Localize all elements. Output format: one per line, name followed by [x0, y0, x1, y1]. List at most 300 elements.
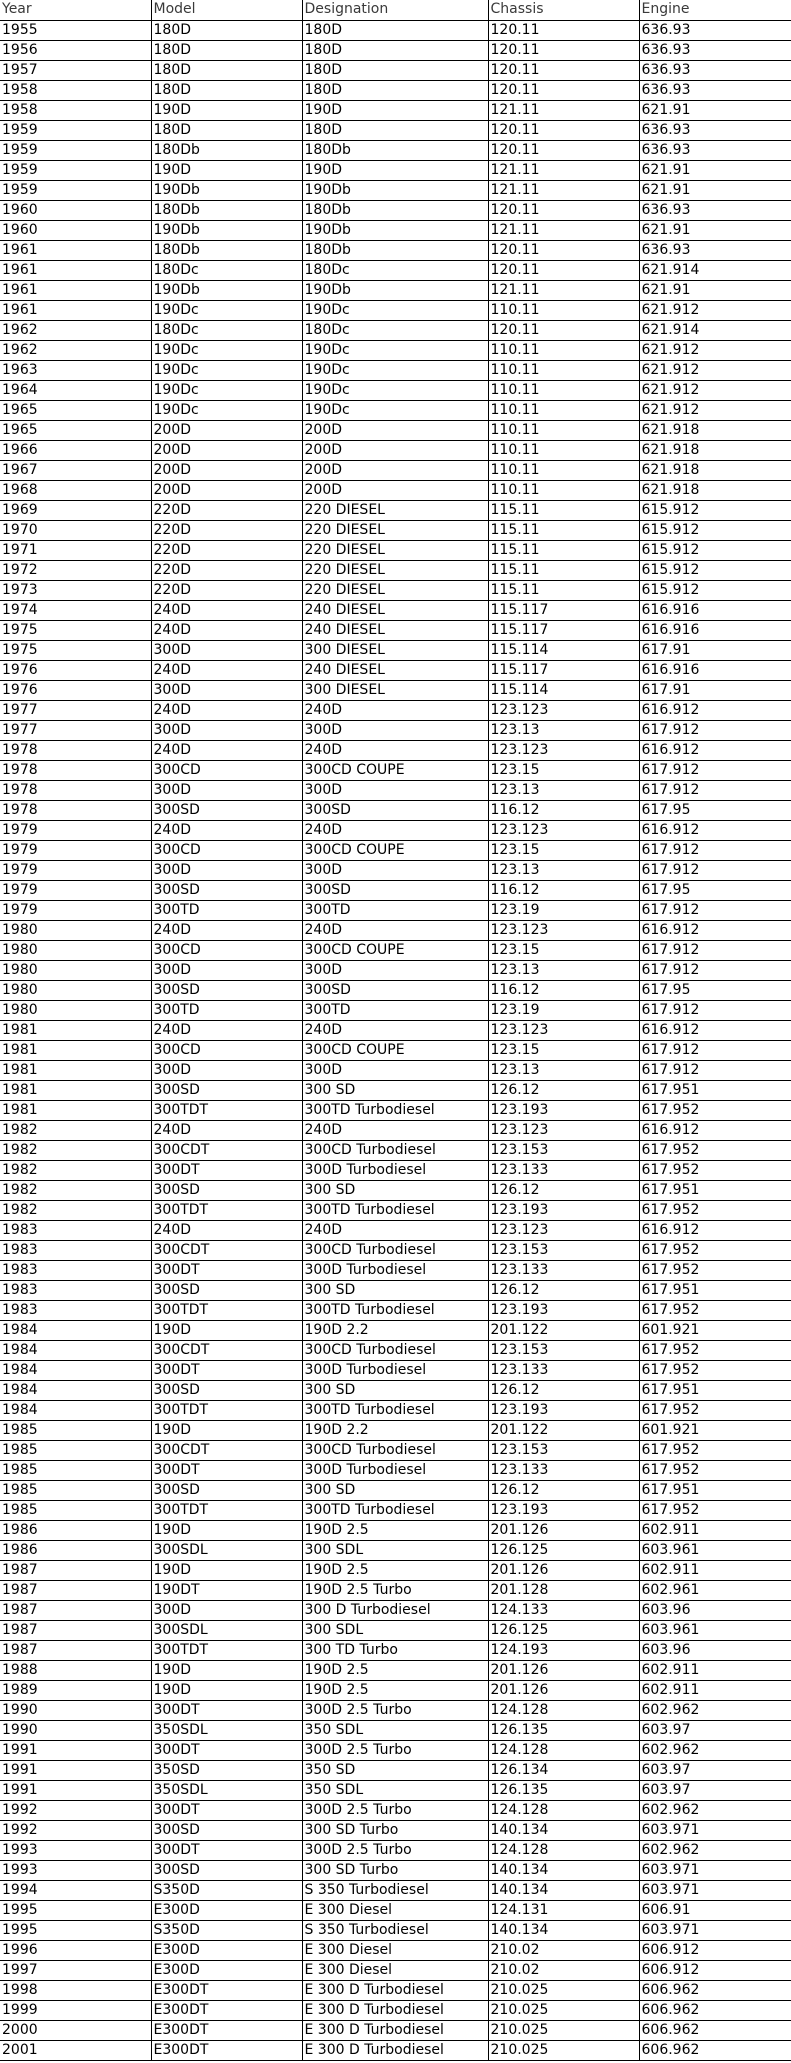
- cell-model[interactable]: 190D: [151, 1680, 302, 1700]
- cell-year[interactable]: 1987: [0, 1600, 151, 1620]
- cell-chassis[interactable]: 120.11: [488, 140, 639, 160]
- cell-year[interactable]: 1983: [0, 1240, 151, 1260]
- cell-year[interactable]: 1980: [0, 980, 151, 1000]
- cell-year[interactable]: 1986: [0, 1540, 151, 1560]
- cell-year[interactable]: 1975: [0, 640, 151, 660]
- cell-engine[interactable]: 617.951: [639, 1180, 791, 1200]
- cell-model[interactable]: 190Db: [151, 220, 302, 240]
- cell-year[interactable]: 1982: [0, 1160, 151, 1180]
- cell-year[interactable]: 1974: [0, 600, 151, 620]
- cell-engine[interactable]: 616.912: [639, 1120, 791, 1140]
- cell-year[interactable]: 1961: [0, 280, 151, 300]
- cell-designation[interactable]: 190Db: [302, 280, 488, 300]
- cell-model[interactable]: 190DT: [151, 1580, 302, 1600]
- cell-designation[interactable]: 300CD COUPE: [302, 760, 488, 780]
- cell-chassis[interactable]: 110.11: [488, 460, 639, 480]
- cell-engine[interactable]: 636.93: [639, 80, 791, 100]
- cell-designation[interactable]: 300CD COUPE: [302, 1040, 488, 1060]
- cell-chassis[interactable]: 110.11: [488, 340, 639, 360]
- cell-designation[interactable]: 180D: [302, 60, 488, 80]
- cell-year[interactable]: 1981: [0, 1020, 151, 1040]
- cell-designation[interactable]: 240D: [302, 740, 488, 760]
- cell-engine[interactable]: 606.962: [639, 2020, 791, 2040]
- cell-model[interactable]: 190Db: [151, 180, 302, 200]
- cell-year[interactable]: 1987: [0, 1580, 151, 1600]
- cell-chassis[interactable]: 123.193: [488, 1400, 639, 1420]
- cell-year[interactable]: 1992: [0, 1800, 151, 1820]
- cell-designation[interactable]: 300SD: [302, 800, 488, 820]
- cell-model[interactable]: 300DT: [151, 1360, 302, 1380]
- cell-engine[interactable]: 617.912: [639, 1040, 791, 1060]
- cell-year[interactable]: 1965: [0, 420, 151, 440]
- cell-chassis[interactable]: 123.123: [488, 820, 639, 840]
- cell-chassis[interactable]: 110.11: [488, 480, 639, 500]
- cell-chassis[interactable]: 124.128: [488, 1740, 639, 1760]
- cell-designation[interactable]: 300D: [302, 780, 488, 800]
- cell-designation[interactable]: 300TD: [302, 1000, 488, 1020]
- cell-designation[interactable]: 240 DIESEL: [302, 600, 488, 620]
- cell-year[interactable]: 1978: [0, 800, 151, 820]
- cell-model[interactable]: 300DT: [151, 1460, 302, 1480]
- cell-model[interactable]: 190D: [151, 160, 302, 180]
- cell-chassis[interactable]: 124.193: [488, 1640, 639, 1660]
- cell-chassis[interactable]: 140.134: [488, 1880, 639, 1900]
- cell-model[interactable]: S350D: [151, 1920, 302, 1940]
- cell-chassis[interactable]: 121.11: [488, 100, 639, 120]
- cell-year[interactable]: 1956: [0, 40, 151, 60]
- cell-model[interactable]: 300DT: [151, 1840, 302, 1860]
- cell-year[interactable]: 1976: [0, 680, 151, 700]
- cell-designation[interactable]: 300SD: [302, 880, 488, 900]
- cell-designation[interactable]: 190D 2.5: [302, 1660, 488, 1680]
- cell-year[interactable]: 1968: [0, 480, 151, 500]
- cell-engine[interactable]: 606.962: [639, 1980, 791, 2000]
- cell-chassis[interactable]: 123.13: [488, 860, 639, 880]
- cell-year[interactable]: 1985: [0, 1480, 151, 1500]
- cell-chassis[interactable]: 116.12: [488, 880, 639, 900]
- cell-model[interactable]: 300TD: [151, 1000, 302, 1020]
- cell-engine[interactable]: 636.93: [639, 200, 791, 220]
- cell-chassis[interactable]: 120.11: [488, 320, 639, 340]
- cell-designation[interactable]: 350 SDL: [302, 1720, 488, 1740]
- cell-chassis[interactable]: 124.128: [488, 1700, 639, 1720]
- cell-engine[interactable]: 617.952: [639, 1200, 791, 1220]
- cell-year[interactable]: 1987: [0, 1640, 151, 1660]
- cell-year[interactable]: 1980: [0, 960, 151, 980]
- cell-model[interactable]: 300D: [151, 960, 302, 980]
- cell-engine[interactable]: 615.912: [639, 580, 791, 600]
- cell-year[interactable]: 1966: [0, 440, 151, 460]
- cell-year[interactable]: 1987: [0, 1560, 151, 1580]
- cell-designation[interactable]: 220 DIESEL: [302, 560, 488, 580]
- cell-engine[interactable]: 617.95: [639, 980, 791, 1000]
- cell-engine[interactable]: 617.912: [639, 840, 791, 860]
- cell-designation[interactable]: 300D 2.5 Turbo: [302, 1700, 488, 1720]
- cell-designation[interactable]: 300 TD Turbo: [302, 1640, 488, 1660]
- cell-chassis[interactable]: 124.133: [488, 1600, 639, 1620]
- cell-designation[interactable]: 190Dc: [302, 380, 488, 400]
- cell-model[interactable]: 300TDT: [151, 1200, 302, 1220]
- cell-chassis[interactable]: 115.117: [488, 600, 639, 620]
- cell-chassis[interactable]: 123.133: [488, 1160, 639, 1180]
- cell-model[interactable]: 300TD: [151, 900, 302, 920]
- cell-year[interactable]: 1970: [0, 520, 151, 540]
- cell-model[interactable]: 240D: [151, 600, 302, 620]
- cell-model[interactable]: E300DT: [151, 1980, 302, 2000]
- cell-year[interactable]: 1961: [0, 260, 151, 280]
- cell-year[interactable]: 1969: [0, 500, 151, 520]
- cell-year[interactable]: 1982: [0, 1120, 151, 1140]
- cell-designation[interactable]: 240D: [302, 700, 488, 720]
- cell-engine[interactable]: 603.96: [639, 1600, 791, 1620]
- cell-model[interactable]: 220D: [151, 520, 302, 540]
- cell-year[interactable]: 1985: [0, 1500, 151, 1520]
- cell-designation[interactable]: 300 SD: [302, 1380, 488, 1400]
- cell-year[interactable]: 1958: [0, 80, 151, 100]
- cell-designation[interactable]: E 300 D Turbodiesel: [302, 2040, 488, 2060]
- cell-engine[interactable]: 616.912: [639, 700, 791, 720]
- cell-engine[interactable]: 616.912: [639, 740, 791, 760]
- cell-model[interactable]: 300D: [151, 1060, 302, 1080]
- cell-model[interactable]: E300DT: [151, 2040, 302, 2060]
- cell-model[interactable]: 190D: [151, 1560, 302, 1580]
- cell-designation[interactable]: S 350 Turbodiesel: [302, 1920, 488, 1940]
- cell-year[interactable]: 1971: [0, 540, 151, 560]
- cell-chassis[interactable]: 115.11: [488, 540, 639, 560]
- cell-year[interactable]: 1961: [0, 300, 151, 320]
- cell-model[interactable]: 300SD: [151, 1820, 302, 1840]
- cell-designation[interactable]: E 300 Diesel: [302, 1960, 488, 1980]
- cell-model[interactable]: 200D: [151, 460, 302, 480]
- cell-engine[interactable]: 616.912: [639, 920, 791, 940]
- cell-engine[interactable]: 602.962: [639, 1800, 791, 1820]
- cell-chassis[interactable]: 210.02: [488, 1960, 639, 1980]
- cell-designation[interactable]: 300 D Turbodiesel: [302, 1600, 488, 1620]
- cell-year[interactable]: 1979: [0, 840, 151, 860]
- cell-engine[interactable]: 617.952: [639, 1140, 791, 1160]
- cell-engine[interactable]: 617.912: [639, 1060, 791, 1080]
- cell-designation[interactable]: 300SD: [302, 980, 488, 1000]
- cell-chassis[interactable]: 123.15: [488, 840, 639, 860]
- cell-model[interactable]: 190D: [151, 1420, 302, 1440]
- cell-designation[interactable]: 300CD Turbodiesel: [302, 1240, 488, 1260]
- cell-year[interactable]: 1985: [0, 1420, 151, 1440]
- cell-engine[interactable]: 603.971: [639, 1860, 791, 1880]
- cell-chassis[interactable]: 120.11: [488, 200, 639, 220]
- cell-year[interactable]: 1989: [0, 1680, 151, 1700]
- cell-engine[interactable]: 617.952: [639, 1400, 791, 1420]
- cell-model[interactable]: 190D: [151, 1320, 302, 1340]
- cell-model[interactable]: 180D: [151, 60, 302, 80]
- cell-designation[interactable]: 300D Turbodiesel: [302, 1260, 488, 1280]
- cell-designation[interactable]: 300D Turbodiesel: [302, 1360, 488, 1380]
- cell-model[interactable]: 300SD: [151, 1380, 302, 1400]
- cell-engine[interactable]: 617.95: [639, 880, 791, 900]
- cell-model[interactable]: 190Dc: [151, 300, 302, 320]
- cell-year[interactable]: 1986: [0, 1520, 151, 1540]
- cell-engine[interactable]: 621.912: [639, 380, 791, 400]
- cell-designation[interactable]: 190D 2.5: [302, 1680, 488, 1700]
- cell-engine[interactable]: 636.93: [639, 40, 791, 60]
- cell-model[interactable]: E300DT: [151, 2000, 302, 2020]
- cell-engine[interactable]: 617.952: [639, 1260, 791, 1280]
- cell-year[interactable]: 1960: [0, 200, 151, 220]
- cell-year[interactable]: 1981: [0, 1080, 151, 1100]
- cell-engine[interactable]: 617.952: [639, 1460, 791, 1480]
- cell-engine[interactable]: 603.97: [639, 1760, 791, 1780]
- cell-engine[interactable]: 636.93: [639, 140, 791, 160]
- cell-year[interactable]: 1983: [0, 1280, 151, 1300]
- cell-year[interactable]: 1993: [0, 1860, 151, 1880]
- cell-designation[interactable]: 300TD Turbodiesel: [302, 1300, 488, 1320]
- cell-engine[interactable]: 621.914: [639, 320, 791, 340]
- cell-designation[interactable]: 190D 2.2: [302, 1320, 488, 1340]
- cell-chassis[interactable]: 110.11: [488, 400, 639, 420]
- cell-engine[interactable]: 621.918: [639, 440, 791, 460]
- cell-engine[interactable]: 621.918: [639, 480, 791, 500]
- cell-model[interactable]: E300D: [151, 1940, 302, 1960]
- cell-engine[interactable]: 602.962: [639, 1740, 791, 1760]
- cell-model[interactable]: 300D: [151, 780, 302, 800]
- cell-chassis[interactable]: 123.123: [488, 1020, 639, 1040]
- cell-designation[interactable]: 240 DIESEL: [302, 660, 488, 680]
- cell-engine[interactable]: 617.951: [639, 1380, 791, 1400]
- cell-engine[interactable]: 606.962: [639, 2040, 791, 2060]
- cell-designation[interactable]: 220 DIESEL: [302, 520, 488, 540]
- cell-engine[interactable]: 617.951: [639, 1480, 791, 1500]
- cell-chassis[interactable]: 201.122: [488, 1320, 639, 1340]
- cell-model[interactable]: 240D: [151, 700, 302, 720]
- cell-designation[interactable]: 300TD Turbodiesel: [302, 1100, 488, 1120]
- cell-chassis[interactable]: 121.11: [488, 180, 639, 200]
- cell-designation[interactable]: 200D: [302, 460, 488, 480]
- cell-engine[interactable]: 617.952: [639, 1360, 791, 1380]
- cell-designation[interactable]: 200D: [302, 420, 488, 440]
- cell-designation[interactable]: 300 SD Turbo: [302, 1820, 488, 1840]
- cell-chassis[interactable]: 115.11: [488, 500, 639, 520]
- cell-year[interactable]: 1955: [0, 20, 151, 40]
- cell-chassis[interactable]: 110.11: [488, 380, 639, 400]
- cell-designation[interactable]: 300TD: [302, 900, 488, 920]
- cell-chassis[interactable]: 120.11: [488, 60, 639, 80]
- cell-chassis[interactable]: 123.15: [488, 940, 639, 960]
- cell-designation[interactable]: 300 SD: [302, 1280, 488, 1300]
- cell-designation[interactable]: 300CD Turbodiesel: [302, 1340, 488, 1360]
- cell-chassis[interactable]: 123.123: [488, 1120, 639, 1140]
- cell-chassis[interactable]: 201.128: [488, 1580, 639, 1600]
- cell-model[interactable]: 220D: [151, 560, 302, 580]
- cell-chassis[interactable]: 210.025: [488, 2000, 639, 2020]
- cell-chassis[interactable]: 123.193: [488, 1200, 639, 1220]
- cell-model[interactable]: 350SDL: [151, 1780, 302, 1800]
- cell-chassis[interactable]: 121.11: [488, 160, 639, 180]
- cell-chassis[interactable]: 126.12: [488, 1380, 639, 1400]
- cell-model[interactable]: 190D: [151, 100, 302, 120]
- cell-chassis[interactable]: 126.135: [488, 1720, 639, 1740]
- cell-designation[interactable]: E 300 Diesel: [302, 1900, 488, 1920]
- cell-chassis[interactable]: 123.133: [488, 1260, 639, 1280]
- cell-engine[interactable]: 617.95: [639, 800, 791, 820]
- cell-model[interactable]: 300DT: [151, 1800, 302, 1820]
- cell-chassis[interactable]: 123.15: [488, 760, 639, 780]
- cell-year[interactable]: 1957: [0, 60, 151, 80]
- cell-engine[interactable]: 616.916: [639, 620, 791, 640]
- cell-chassis[interactable]: 120.11: [488, 260, 639, 280]
- cell-designation[interactable]: E 300 D Turbodiesel: [302, 1980, 488, 2000]
- cell-designation[interactable]: 220 DIESEL: [302, 500, 488, 520]
- cell-chassis[interactable]: 210.025: [488, 1980, 639, 2000]
- cell-year[interactable]: 1985: [0, 1460, 151, 1480]
- cell-chassis[interactable]: 120.11: [488, 120, 639, 140]
- cell-designation[interactable]: 180Dc: [302, 260, 488, 280]
- cell-engine[interactable]: 603.96: [639, 1640, 791, 1660]
- cell-engine[interactable]: 616.912: [639, 1220, 791, 1240]
- cell-model[interactable]: 240D: [151, 820, 302, 840]
- cell-chassis[interactable]: 126.135: [488, 1780, 639, 1800]
- cell-chassis[interactable]: 140.134: [488, 1920, 639, 1940]
- cell-year[interactable]: 1984: [0, 1320, 151, 1340]
- cell-year[interactable]: 1972: [0, 560, 151, 580]
- cell-engine[interactable]: 603.961: [639, 1620, 791, 1640]
- cell-designation[interactable]: 300 SD: [302, 1180, 488, 1200]
- cell-engine[interactable]: 621.912: [639, 360, 791, 380]
- cell-year[interactable]: 1982: [0, 1180, 151, 1200]
- cell-chassis[interactable]: 123.13: [488, 960, 639, 980]
- cell-model[interactable]: 300DT: [151, 1700, 302, 1720]
- cell-engine[interactable]: 621.91: [639, 160, 791, 180]
- cell-model[interactable]: 200D: [151, 420, 302, 440]
- cell-model[interactable]: 300CDT: [151, 1440, 302, 1460]
- cell-chassis[interactable]: 124.128: [488, 1800, 639, 1820]
- cell-model[interactable]: 190Dc: [151, 340, 302, 360]
- cell-chassis[interactable]: 123.153: [488, 1340, 639, 1360]
- cell-engine[interactable]: 616.916: [639, 600, 791, 620]
- cell-year[interactable]: 1983: [0, 1220, 151, 1240]
- cell-designation[interactable]: 300D: [302, 1060, 488, 1080]
- cell-chassis[interactable]: 115.117: [488, 620, 639, 640]
- cell-designation[interactable]: 240D: [302, 820, 488, 840]
- cell-chassis[interactable]: 121.11: [488, 220, 639, 240]
- cell-year[interactable]: 1993: [0, 1840, 151, 1860]
- cell-year[interactable]: 1965: [0, 400, 151, 420]
- cell-model[interactable]: 300CD: [151, 1040, 302, 1060]
- cell-engine[interactable]: 617.912: [639, 940, 791, 960]
- cell-designation[interactable]: 300 DIESEL: [302, 640, 488, 660]
- cell-year[interactable]: 1982: [0, 1200, 151, 1220]
- cell-chassis[interactable]: 201.126: [488, 1560, 639, 1580]
- cell-designation[interactable]: 300TD Turbodiesel: [302, 1500, 488, 1520]
- cell-year[interactable]: 1991: [0, 1760, 151, 1780]
- cell-engine[interactable]: 617.912: [639, 900, 791, 920]
- cell-year[interactable]: 1977: [0, 700, 151, 720]
- cell-engine[interactable]: 636.93: [639, 120, 791, 140]
- cell-model[interactable]: 300SD: [151, 980, 302, 1000]
- cell-chassis[interactable]: 116.12: [488, 800, 639, 820]
- cell-designation[interactable]: 180Db: [302, 240, 488, 260]
- cell-chassis[interactable]: 124.131: [488, 1900, 639, 1920]
- cell-model[interactable]: 300TDT: [151, 1300, 302, 1320]
- cell-model[interactable]: 300CDT: [151, 1340, 302, 1360]
- cell-engine[interactable]: 621.91: [639, 220, 791, 240]
- cell-designation[interactable]: 190Dc: [302, 400, 488, 420]
- cell-engine[interactable]: 621.914: [639, 260, 791, 280]
- cell-engine[interactable]: 616.916: [639, 660, 791, 680]
- cell-year[interactable]: 1988: [0, 1660, 151, 1680]
- cell-engine[interactable]: 636.93: [639, 60, 791, 80]
- cell-engine[interactable]: 615.912: [639, 540, 791, 560]
- cell-chassis[interactable]: 210.025: [488, 2020, 639, 2040]
- cell-designation[interactable]: 190Dc: [302, 300, 488, 320]
- cell-chassis[interactable]: 201.126: [488, 1680, 639, 1700]
- cell-designation[interactable]: 180Dc: [302, 320, 488, 340]
- cell-year[interactable]: 1967: [0, 460, 151, 480]
- cell-engine[interactable]: 621.918: [639, 420, 791, 440]
- cell-year[interactable]: 1980: [0, 1000, 151, 1020]
- cell-engine[interactable]: 606.962: [639, 2000, 791, 2020]
- cell-chassis[interactable]: 123.123: [488, 1220, 639, 1240]
- cell-year[interactable]: 1994: [0, 1880, 151, 1900]
- cell-chassis[interactable]: 120.11: [488, 240, 639, 260]
- cell-designation[interactable]: 240D: [302, 1020, 488, 1040]
- cell-model[interactable]: 300SDL: [151, 1540, 302, 1560]
- cell-model[interactable]: 300SD: [151, 1480, 302, 1500]
- cell-model[interactable]: 220D: [151, 540, 302, 560]
- cell-year[interactable]: 1975: [0, 620, 151, 640]
- cell-chassis[interactable]: 201.122: [488, 1420, 639, 1440]
- cell-year[interactable]: 1964: [0, 380, 151, 400]
- cell-year[interactable]: 1978: [0, 760, 151, 780]
- cell-model[interactable]: 300CDT: [151, 1240, 302, 1260]
- cell-engine[interactable]: 602.911: [639, 1560, 791, 1580]
- cell-engine[interactable]: 615.912: [639, 560, 791, 580]
- cell-chassis[interactable]: 110.11: [488, 300, 639, 320]
- cell-year[interactable]: 1978: [0, 780, 151, 800]
- cell-engine[interactable]: 617.952: [639, 1340, 791, 1360]
- cell-engine[interactable]: 603.97: [639, 1720, 791, 1740]
- cell-engine[interactable]: 636.93: [639, 20, 791, 40]
- cell-year[interactable]: 1961: [0, 240, 151, 260]
- cell-year[interactable]: 1981: [0, 1100, 151, 1120]
- cell-chassis[interactable]: 126.12: [488, 1180, 639, 1200]
- cell-model[interactable]: 350SD: [151, 1760, 302, 1780]
- cell-model[interactable]: 240D: [151, 1220, 302, 1240]
- cell-model[interactable]: 190Dc: [151, 360, 302, 380]
- cell-model[interactable]: E300DT: [151, 2020, 302, 2040]
- cell-year[interactable]: 1978: [0, 740, 151, 760]
- cell-engine[interactable]: 617.952: [639, 1100, 791, 1120]
- cell-engine[interactable]: 603.971: [639, 1880, 791, 1900]
- cell-engine[interactable]: 602.911: [639, 1660, 791, 1680]
- cell-engine[interactable]: 616.912: [639, 820, 791, 840]
- cell-model[interactable]: 220D: [151, 500, 302, 520]
- cell-model[interactable]: 190Dc: [151, 380, 302, 400]
- cell-year[interactable]: 1979: [0, 860, 151, 880]
- cell-chassis[interactable]: 123.133: [488, 1460, 639, 1480]
- cell-designation[interactable]: 300 SD: [302, 1080, 488, 1100]
- cell-model[interactable]: 300CD: [151, 940, 302, 960]
- cell-engine[interactable]: 621.91: [639, 280, 791, 300]
- cell-designation[interactable]: 300CD COUPE: [302, 840, 488, 860]
- cell-year[interactable]: 1959: [0, 140, 151, 160]
- cell-chassis[interactable]: 123.153: [488, 1140, 639, 1160]
- cell-year[interactable]: 1984: [0, 1340, 151, 1360]
- cell-designation[interactable]: 300D Turbodiesel: [302, 1160, 488, 1180]
- cell-model[interactable]: 240D: [151, 660, 302, 680]
- cell-engine[interactable]: 606.912: [639, 1960, 791, 1980]
- cell-engine[interactable]: 617.952: [639, 1240, 791, 1260]
- cell-engine[interactable]: 603.97: [639, 1780, 791, 1800]
- cell-model[interactable]: 180D: [151, 120, 302, 140]
